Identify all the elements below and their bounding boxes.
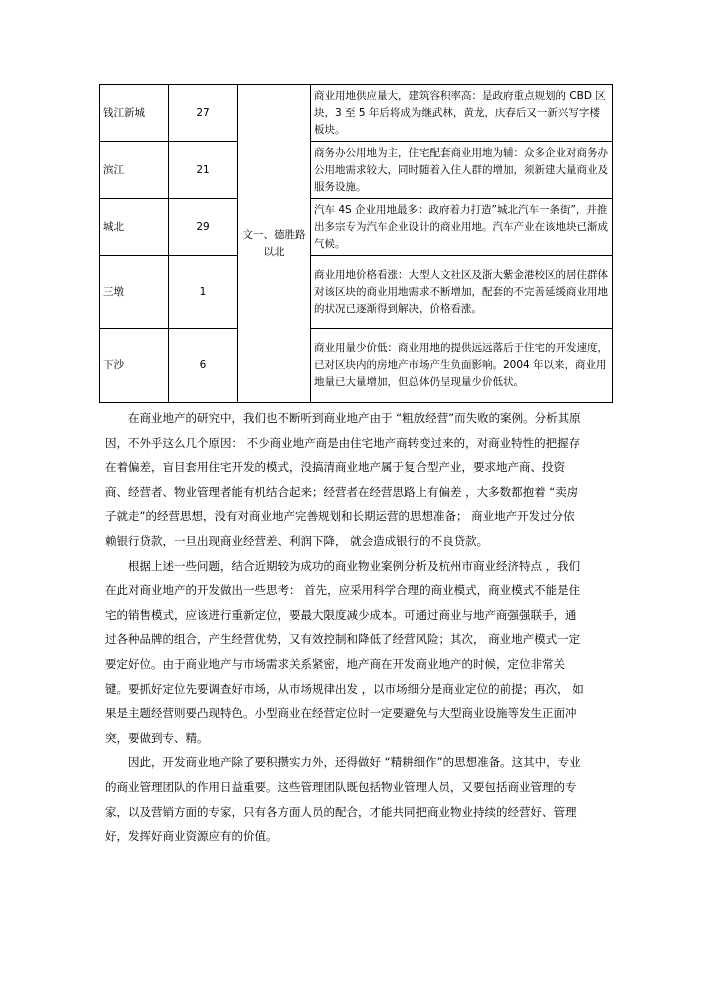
table-row — [100, 256, 613, 329]
count-cell: 6 — [169, 329, 238, 403]
range-cell: 文一、德胜路以北 — [238, 85, 311, 403]
table-row — [100, 142, 613, 199]
description-cell: 商业用量少价低：商业用地的提供远远落后于住宅的开发速度，已对区块内的房地产市场产生负面影响。2004 年以来，商业用地量已大量增加，但总体仍呈现量少价低状。 — [311, 329, 613, 403]
area-cell: 城北 — [100, 199, 169, 256]
paragraph: 根据上述一些问题，结合近期较为成功的商业物业案例分析及杭州市商业经济特点 ，我们在此对商业地产的开发做出一些思考： 首先，应采用科学合理的商业模式，商业模式不能是住宅的销售模式，应该进行重新定位，要最大限度减少成本。可通过商业与地产商强强联手，通过各种品牌的组合，产生经营优势，又有效控制和降低了经营风险；其次， 商业地产模式一定要定好位。由于商业地产与市场需求关系紧密，地产商在开发商业地产的时候，定位非常关键。要抓好定位先要调查好市场，从市场规律出发 ，以市场细分是商业定位的前提；再次， 如果是主题经营则要凸现特色。小型商业在经营定位时一定要避免与大型商业设施等发生正面冲突，要做到专、精。 — [105, 558, 584, 745]
land-supply-table — [99, 84, 613, 403]
description-cell: 商业用地价格看涨：大型人文社区及浙大紫金港校区的居住群体对该区块的商业用地需求不断增加，配套的不完善延缓商业用地的状况已逐渐得到解决，价格看涨。 — [311, 256, 613, 329]
description-cell: 商业用地供应量大，建筑容积率高：是政府重点规划的 CBD 区块，3 至 5 年后将成为继武林，黄龙，庆春后又一新兴写字楼板块。 — [311, 85, 613, 142]
area-cell: 钱江新城 — [100, 85, 169, 142]
area-cell: 下沙 — [100, 329, 169, 403]
description-cell: 商务办公用地为主，住宅配套商业用地为辅：众多企业对商务办公用地需求较大，同时随着入住人群的增加，须新建大量商业及服务设施。 — [311, 142, 613, 199]
description-cell: 汽车 4S 企业用地最多：政府着力打造”城北汽车一条街”，并推出多宗专为汽车企业设计的商业用地。汽车产业在该地块已渐成气候。 — [311, 199, 613, 256]
count-cell: 21 — [169, 142, 238, 199]
count-cell: 27 — [169, 85, 238, 142]
paragraph: 因此，开发商业地产除了要积攒实力外，还得做好 “精耕细作”的思想准备。这其中，专业的商业管理团队的作用日益重要。这些管理团队既包括物业管理人员，又要包括商业管理的专家，以及营销方面的专家，只有各方面人员的配合，才能共同把商业物业持续的经营好、管理好，发挥好商业资源应有的价值。 — [105, 755, 581, 844]
table-row — [100, 199, 613, 256]
paragraph: 在商业地产的研究中，我们也不断听到商业地产由于 “粗放经营”而失败的案例。分析其原因，不外乎这么几个原因： 不少商业地产商是由住宅地产商转变过来的，对商业特性的把握存在着偏差，盲目套用住宅开发的模式，没搞清商业地产属于复合型产业，要求地产商、投资商、经营者、物业管理者能有机结合起来；经营者在经营思路上有偏差 ，大多数都抱着 “卖房子就走”的经营思想，没有对商业地产完善规划和长期运营的思想准备； 商业地产开发过分依赖银行贷款，一旦出现商业经营差、利润下降， 就会造成银行的不良贷款。 — [105, 411, 581, 548]
body-text — [105, 406, 585, 849]
count-cell: 29 — [169, 199, 238, 256]
area-cell: 三墩 — [100, 256, 169, 329]
table-row — [100, 329, 613, 403]
area-cell: 滨江 — [100, 142, 169, 199]
count-cell: 1 — [169, 256, 238, 329]
table-row — [100, 85, 613, 142]
